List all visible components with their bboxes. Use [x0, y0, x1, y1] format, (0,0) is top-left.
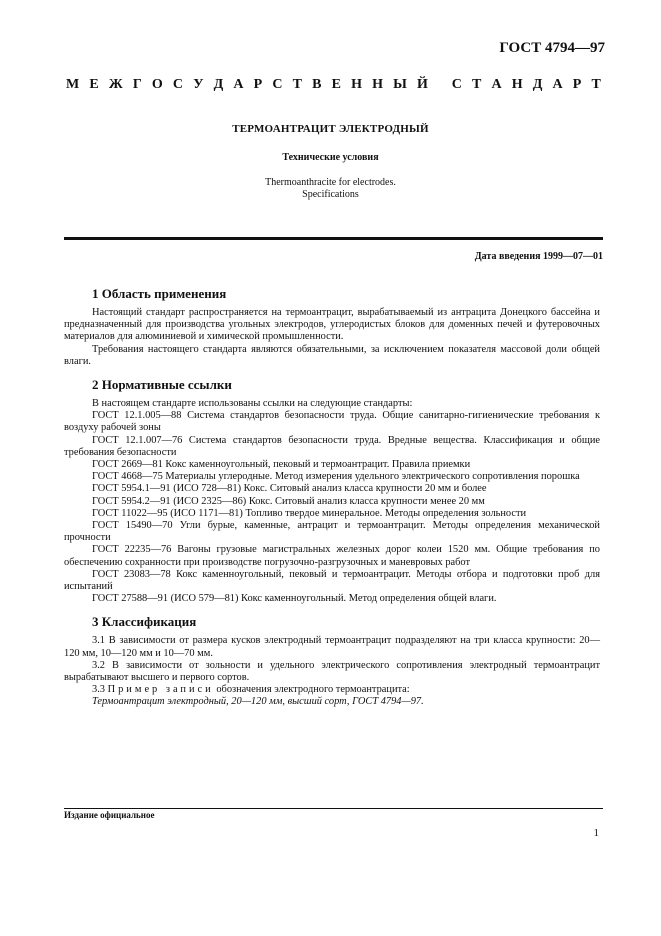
section-scope — [64, 286, 600, 368]
banner-letter: Т — [591, 77, 601, 92]
clause-number: 3.3 — [92, 684, 105, 696]
banner-letter: Р — [572, 77, 582, 92]
banner-letter: Е — [331, 77, 341, 92]
banner-letter: Д — [213, 77, 224, 92]
banner-letter: Н — [351, 77, 362, 92]
banner-letter: Е — [89, 77, 99, 92]
banner-letter — [438, 77, 442, 95]
banner-letter: Д — [532, 77, 543, 92]
banner-letter: Ж — [108, 77, 123, 92]
header-divider — [64, 237, 603, 240]
banner-letter: А — [491, 77, 502, 92]
page-number: 1 — [593, 827, 599, 839]
paragraph: 3.1 В зависимости от размера кусков электродный термоантрацит подразделяют на три класса крупности: 20—120 мм, 10—120 мм и 10—70 мм. — [64, 635, 600, 659]
paragraph: Настоящий стандарт распространяется на термоантрацит, вырабатываемый из антрацита Донецкого бассейна и предназначенный для производства угольных электродов, углеродистых блоков для доменных печей и футеровочных материалов для алюминиевой и химической промышленности. — [64, 307, 600, 343]
reference-item: ГОСТ 4668—75 Материалы углеродные. Метод измерения удельного электрического сопротивления порошка — [92, 471, 580, 483]
banner-letter: С — [451, 77, 462, 92]
banner-letter: Ы — [393, 77, 407, 92]
document-title: ТЕРМОАНТРАЦИТ ЭЛЕКТРОДНЫЙ — [232, 123, 429, 135]
designation-example: Термоантрацит электродный, 20—120 мм, высший сорт, ГОСТ 4794—97. — [92, 696, 424, 708]
banner-letter: Т — [292, 77, 302, 92]
banner-letter: С — [172, 77, 184, 92]
section-heading: 2 Нормативные ссылки — [92, 377, 232, 393]
reference-item: ГОСТ 5954.2—91 (ИСО 2325—86) Кокс. Ситовый анализ класса крупности менее 20 мм — [92, 495, 485, 507]
reference-item: ГОСТ 22235—76 Вагоны грузовые магистральных железных дорог колеи 1520 мм. Общие требования по обеспечению сохранности при производстве погрузочно-разгрузочных и маневровых работ — [64, 544, 600, 568]
banner-letter: А — [233, 77, 244, 92]
banner-letter: Г — [132, 77, 142, 92]
english-title-line-1: Thermoanthracite for electrodes. — [265, 177, 396, 188]
section-heading: 3 Классификация — [92, 614, 197, 630]
reference-item: ГОСТ 11022—95 (ИСО 1171—81) Топливо твердое минеральное. Методы определения зольности — [92, 507, 527, 519]
paragraph — [64, 684, 600, 696]
banner-letter: М — [66, 77, 80, 92]
introduction-date: Дата введения 1999—07—01 — [474, 251, 603, 262]
footer-divider — [64, 808, 603, 809]
official-edition-label: Издание официальное — [64, 810, 155, 820]
document-body — [64, 286, 600, 718]
banner-letter: У — [193, 77, 204, 92]
banner-letter: Н — [372, 77, 383, 92]
banner-letter: О — [151, 77, 163, 92]
gost-number: ГОСТ 4794—97 — [499, 40, 605, 56]
reference-item: ГОСТ 27588—91 (ИСО 579—81) Кокс каменноугольный. Метод определения общей влаги. — [92, 593, 497, 605]
paragraph: Требования настоящего стандарта являются обязательными, за исключением показателя массовой доли общей влаги. — [64, 343, 600, 367]
english-title — [0, 177, 661, 201]
example-label: Пример записи — [107, 684, 214, 696]
reference-item: ГОСТ 2669—81 Кокс каменноугольный, пековый и термоантрацит. Правила приемки — [92, 459, 471, 471]
banner-letter: Н — [511, 77, 523, 92]
section-normative-references — [64, 377, 600, 605]
section-heading: 1 Область применения — [92, 286, 227, 301]
banner-letter: Т — [471, 77, 482, 92]
banner-letter: С — [272, 77, 283, 92]
banner-letter: Р — [253, 77, 263, 92]
english-title-line-2: Specifications — [302, 189, 359, 200]
paragraph: 3.2 В зависимости от зольности и удельного электрического сопротивления электродный термоантрацит вырабатывают высшего и первого сортов. — [64, 659, 600, 684]
reference-item: ГОСТ 15490—70 Угли бурые, каменные, антрацит и термоантрацит. Методы определения механической прочности — [64, 520, 600, 544]
reference-item: ГОСТ 12.1.005—88 Система стандартов безопасности труда. Общие санитарно-гигиенические требования к воздуху рабочей зоны — [64, 410, 600, 434]
example-intro: обозначения электродного термоантрацита: — [213, 684, 410, 696]
interstate-standard-banner — [66, 77, 601, 95]
document-subtitle: Технические условия — [282, 152, 379, 163]
reference-item: В настоящем стандарте использованы ссылки на следующие стандарты: — [92, 398, 413, 410]
reference-item: ГОСТ 23083—78 Кокс каменноугольный, пековый и термоантрацит. Методы отбора и подготовки проб для испытаний — [64, 568, 600, 593]
banner-letter: А — [552, 77, 563, 92]
reference-item: ГОСТ 12.1.007—76 Система стандартов безопасности труда. Вредные вещества. Классификация и общие требования безопасности — [64, 434, 600, 458]
banner-letter: В — [312, 77, 322, 92]
section-classification — [64, 614, 600, 708]
reference-item: ГОСТ 5954.1—91 (ИСО 728—81) Кокс. Ситовый анализ класса крупности 20 мм и более — [92, 483, 487, 495]
banner-letter: Й — [417, 77, 428, 92]
